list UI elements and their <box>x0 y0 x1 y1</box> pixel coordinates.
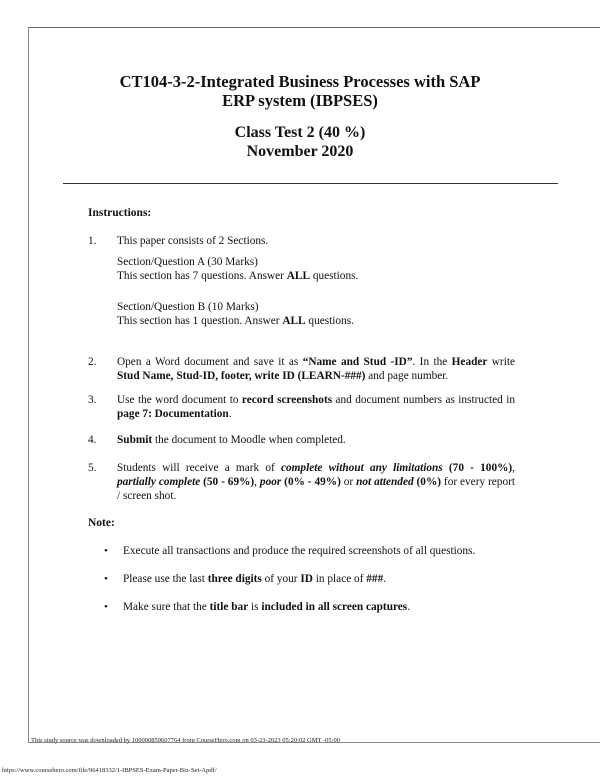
section-b-desc-post: questions. <box>305 315 354 327</box>
download-notice: This study source was downloaded by 100000859607764 from CourseHero.com on 03-23-2023 05:20:02 GMT -05:00 <box>31 737 340 744</box>
note-3-p2: is <box>248 601 262 613</box>
section-b-desc-bold: ALL <box>282 315 306 327</box>
section-b-desc-pre: This section has 1 question. Answer <box>117 315 283 327</box>
course-title-line1: CT104-3-2-Integrated Business Processes with SAP <box>119 72 481 91</box>
item-5-b1: (70 - 100%) <box>442 462 513 474</box>
item-5-b3: (0% - 49%) <box>281 476 341 488</box>
item-4-number: 4. <box>88 434 97 446</box>
item-2-p1: Open a Word document and save it as <box>117 356 303 368</box>
bullet-2: • <box>104 573 108 585</box>
item-5-p2: , <box>512 462 515 474</box>
item-2-p3: write <box>487 356 515 368</box>
note-2-b2: ID <box>300 573 313 585</box>
item-5-bi1: complete without any limitations <box>280 462 443 474</box>
item-3-number: 3. <box>88 394 97 406</box>
note-heading: Note: <box>88 517 115 529</box>
note-2-p3: in place of <box>312 573 367 585</box>
section-a-desc-pre: This section has 7 questions. Answer <box>117 270 287 282</box>
item-5-p3: , <box>254 476 260 488</box>
section-b-desc <box>117 314 515 328</box>
item-2-number: 2. <box>88 356 97 368</box>
note-3-text <box>123 600 543 614</box>
item-1-text: This paper consists of 2 Sections. <box>117 235 269 247</box>
item-4-b1: Submit <box>117 434 153 446</box>
item-5-number: 5. <box>88 462 97 474</box>
item-5-p1: Students will receive a mark of <box>117 462 281 474</box>
note-2-p4: . <box>383 573 387 585</box>
item-2-p2: . In the <box>412 356 452 368</box>
test-title <box>60 123 540 161</box>
note-3-p3: . <box>407 601 411 613</box>
test-title-line1: Class Test 2 (40 %) <box>234 124 366 141</box>
item-2-b1: “Name and Stud -ID” <box>302 356 413 368</box>
note-2-b1: three digits <box>207 573 262 585</box>
item-3-text <box>117 393 515 421</box>
item-3-p1: Use the word document to <box>117 394 242 406</box>
test-title-line2: November 2020 <box>246 143 354 160</box>
section-a-title: Section/Question A (30 Marks) <box>117 256 258 268</box>
item-5-text <box>117 461 515 503</box>
note-3-b2: included in all screen captures <box>261 601 408 613</box>
section-a-desc-post: questions. <box>310 270 359 282</box>
item-4-p1: the document to Moodle when completed. <box>152 434 346 446</box>
item-5-bi3: poor <box>259 476 282 488</box>
item-3-b2: page 7: Documentation <box>117 408 229 420</box>
note-2-b3: ### <box>366 573 384 585</box>
note-2-p1: Please use the last <box>123 573 208 585</box>
item-1-number: 1. <box>88 235 97 247</box>
course-title <box>60 72 540 110</box>
item-2-b3: Stud Name, Stud-ID, footer, write ID (LEARN-###) <box>117 370 366 382</box>
item-2-b2: Header <box>451 356 488 368</box>
bullet-1: • <box>104 545 108 557</box>
section-a-desc <box>117 269 515 283</box>
note-2-p2: of your <box>261 573 301 585</box>
item-5-b4: (0%) <box>413 476 442 488</box>
item-2-text <box>117 355 515 383</box>
item-3-p2: and document numbers as instructed in <box>332 394 515 406</box>
bullet-3: • <box>104 601 108 613</box>
item-4-text <box>117 433 515 447</box>
section-a-desc-bold: ALL <box>286 270 310 282</box>
section-b-title: Section/Question B (10 Marks) <box>117 301 259 313</box>
course-title-line2: ERP system (IBPSES) <box>222 91 378 110</box>
header-divider <box>63 183 558 184</box>
item-2-p4: and page number. <box>365 370 449 382</box>
item-5-p5: for every report / screen shot. <box>117 476 515 502</box>
item-5-p4: or <box>340 476 357 488</box>
item-3-b1: record screenshots <box>241 394 333 406</box>
note-3-b1: title bar <box>209 601 249 613</box>
note-1-text: Execute all transactions and produce the required screenshots of all questions. <box>123 545 476 557</box>
item-5-bi4: not attended <box>356 476 414 488</box>
instructions-heading: Instructions: <box>88 207 152 219</box>
item-5-b2: (50 - 69%) <box>200 476 255 488</box>
note-3-p1: Make sure that the <box>123 601 210 613</box>
source-url[interactable]: https://www.coursehero.com/file/96418332/1-IBPSES-Exam-Paper-Biz-Set-Apdf/ <box>2 767 217 774</box>
item-3-p3: . <box>228 408 232 420</box>
item-5-bi2: partially complete <box>117 476 201 488</box>
note-2-text <box>123 572 543 586</box>
